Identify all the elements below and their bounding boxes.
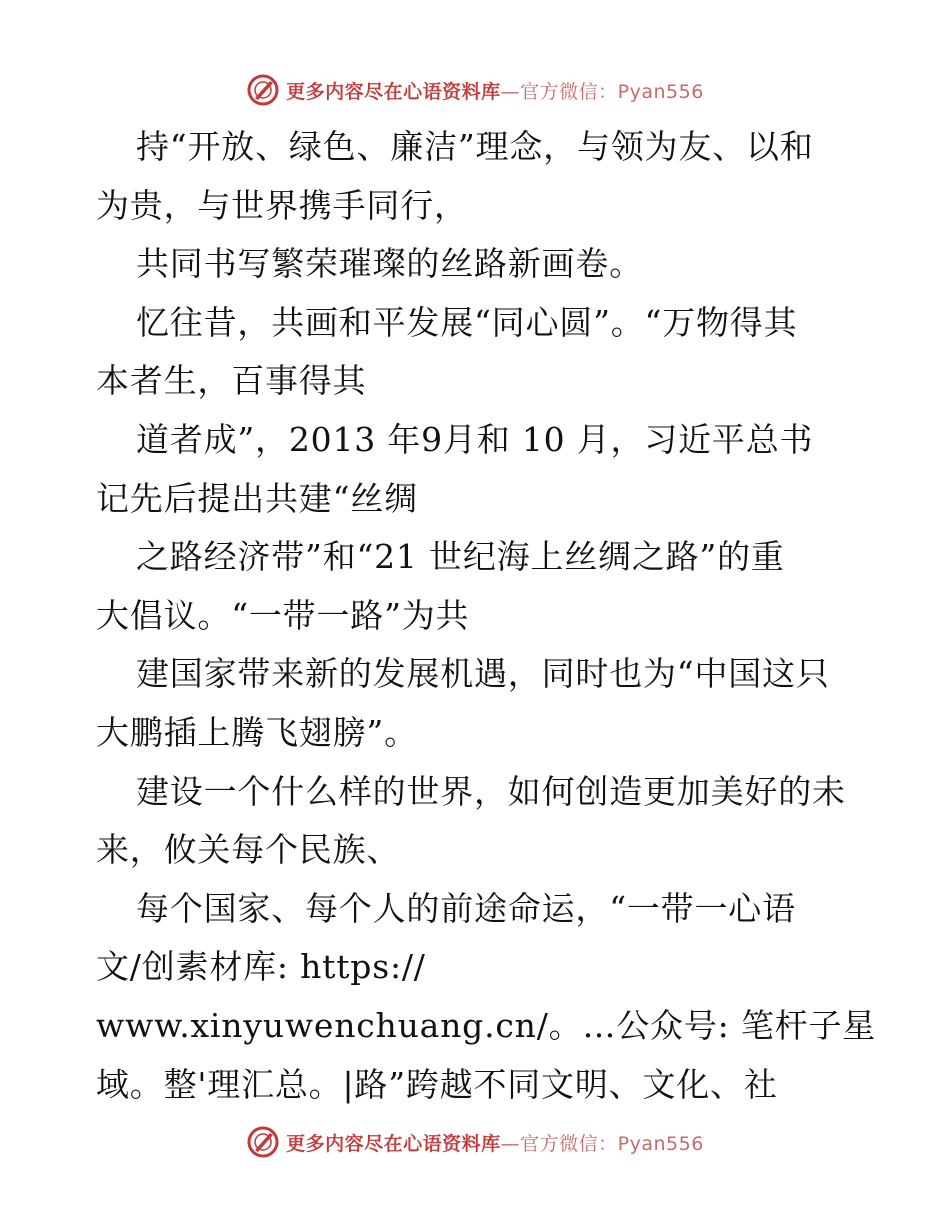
text-line: 每个国家、每个人的前途命运，“一带一心语	[136, 888, 796, 928]
text-line: 为贵，与世界携手同行，	[96, 185, 468, 225]
footer-watermark-content	[246, 1125, 704, 1159]
text-line: 本者生，百事得其	[96, 361, 367, 401]
footer-watermark-banner	[0, 1120, 950, 1164]
footer-watermark-text	[286, 1129, 704, 1156]
header-watermark-tail: —官方微信：Pyan556	[500, 80, 704, 103]
text-line: 文/创素材库: https://	[96, 947, 426, 987]
text-line: 共同书写繁荣璀璨的丝路新画卷。	[136, 244, 643, 284]
text-line: www.xinyuwenchuang.cn/。…公众号: 笔杆子星	[96, 1005, 877, 1045]
text-line: 大鹏插上腾飞翅膀”。	[96, 712, 418, 752]
text-line: 域。整'理汇总。|路”跨越不同文明、文化、社	[96, 1064, 778, 1104]
header-watermark-lead: 更多内容尽在心语资料库	[286, 80, 501, 103]
footer-watermark-tail: —官方微信：Pyan556	[500, 1132, 704, 1155]
text-line: 持“开放、绿色、廉洁”理念，与领为友、以和	[136, 127, 814, 166]
brush-circle-logo-icon	[246, 1125, 280, 1159]
header-watermark-banner	[0, 68, 950, 112]
header-watermark-text	[286, 77, 704, 104]
text-line: 大倡议。“一带一路”为共	[96, 595, 470, 635]
text-line: 来，攸关每个民族、	[96, 830, 401, 870]
text-line: 建国家带来新的发展机遇，同时也为“中国这只	[136, 654, 830, 694]
text-line: 忆往昔，共画和平发展“同心圆”。“万物得其	[136, 302, 798, 342]
footer-watermark-lead: 更多内容尽在心语资料库	[286, 1132, 501, 1155]
text-line: 建设一个什么样的世界，如何创造更加美好的未	[136, 771, 846, 811]
text-line: 道者成”，2013 年9月和 10 月，习近平总书	[136, 419, 814, 459]
brush-circle-logo-icon	[246, 73, 280, 107]
text-line: 记先后提出共建“丝绸	[96, 478, 418, 518]
text-line: 之路经济带”和“21 世纪海上丝绸之路”的重	[136, 537, 785, 577]
document-body	[96, 118, 877, 1114]
header-watermark-content	[246, 73, 704, 107]
